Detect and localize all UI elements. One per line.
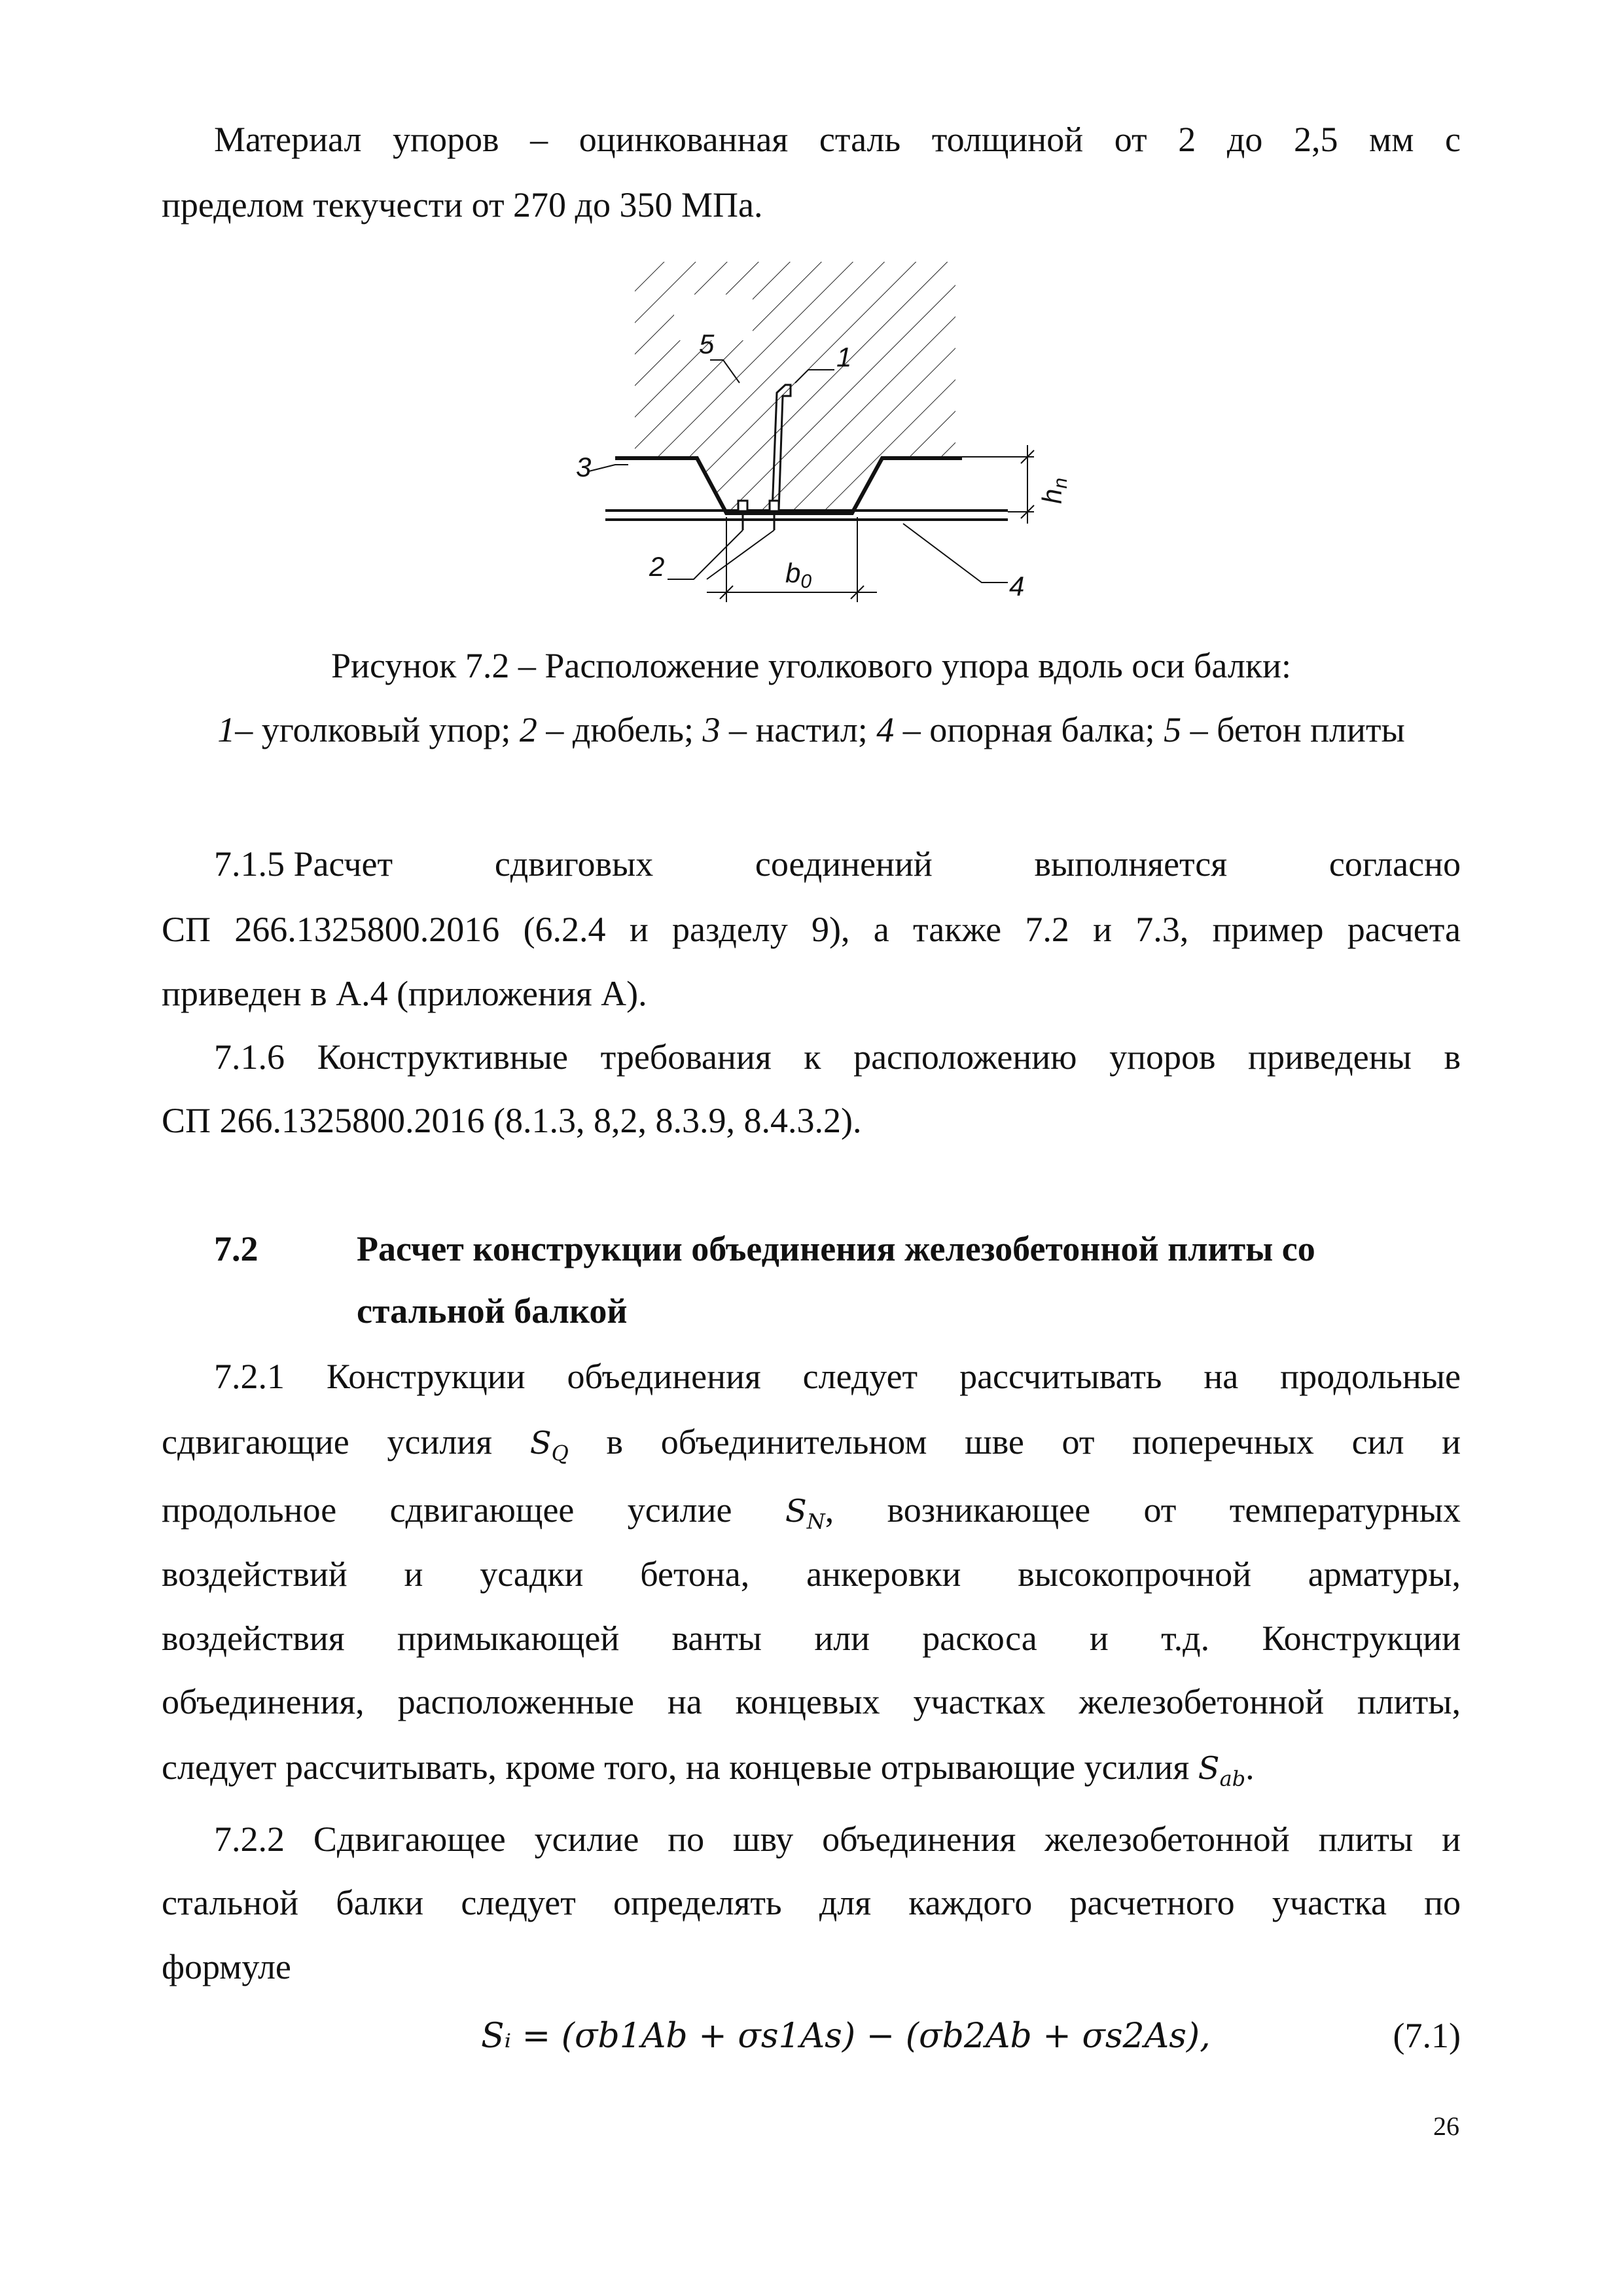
figure-angle-stop-diagram [576,255,1073,622]
p716-line-2: СП 266.1325800.2016 (8.1.3, 8,2, 8.3.9, 8.4.3.2). [162,1101,862,1140]
p716-line-1: 7.1.6 Конструктивные требования к расположению упоров приведены в [214,1037,1461,1077]
p715-line-3: приведен в А.4 (приложения А). [162,974,647,1013]
p722-line-3: формуле [162,1947,291,1986]
label-5: 5 [699,329,715,359]
intro-line-1: Материал упоров – оцинкованная сталь толщиной от 2 до 2,5 мм с [214,120,1461,159]
section-7-2-title-1: Расчет конструкции объединения железобетонной плиты со [357,1229,1315,1268]
label-hn: hn [1037,477,1071,504]
p721-line-1: 7.2.1 Конструкции объединения следует рассчитывать на продольные [214,1357,1461,1396]
p715-line-1: 7.1.5 Расчет сдвиговых соединений выполняется согласно [214,844,1461,884]
concrete-slab [628,255,969,517]
p721-line-4: воздействий и усадки бетона, анкеровки высокопрочной арматуры, [162,1554,1461,1594]
label-3: 3 [576,452,592,482]
p721-line-7: следует рассчитывать, кроме того, на концевые отрывающие усилия $S_{ab}$. [162,1748,1255,1791]
p715-line-2: СП 266.1325800.2016 (6.2.4 и разделу 9), а также 7.2 и 7.3, пример расчета [162,910,1461,949]
section-7-2-title-2: стальной балкой [357,1291,628,1331]
figure-caption-legend: 1– уголковый упор; 2 – дюбель; 3 – настил; 4 – опорная балка; 5 – бетон плиты [217,710,1405,749]
p722-line-1: 7.2.2 Сдвигающее усилие по шву объединения железобетонной плиты и [214,1820,1461,1859]
label-4: 4 [1009,571,1025,601]
label-2: 2 [649,551,665,582]
section-7-2-number: 7.2 [214,1229,259,1268]
label-1: 1 [836,342,852,372]
formula-7-1: Sᵢ = (σb1Ab + σs1As) − (σb2Ab + σs2As), [481,2017,1211,2056]
p721-line-3: продольное сдвигающее усилие $S_N$, возникающее от температурных [162,1490,1461,1534]
figure-caption-title: Рисунок 7.2 – Расположение уголкового упора вдоль оси балки: [331,646,1291,685]
intro-line-2: пределом текучести от 270 до 350 МПа. [162,185,763,224]
p721-line-2: сдвигающие усилия $S_Q$ в объединительном шве от поперечных сил и [162,1422,1461,1466]
p721-line-6: объединения, расположенные на концевых участках железобетонной плиты, [162,1682,1461,1721]
label-b0: b0 [785,558,812,592]
page-number: 26 [1433,2111,1459,2141]
p721-line-5: воздействия примыкающей ванты или раскоса и т.д. Конструкции [162,1619,1461,1658]
formula-number: (7.1) [1393,2016,1461,2055]
p722-line-2: стальной балки следует определять для каждого расчетного участка по [162,1883,1461,1922]
